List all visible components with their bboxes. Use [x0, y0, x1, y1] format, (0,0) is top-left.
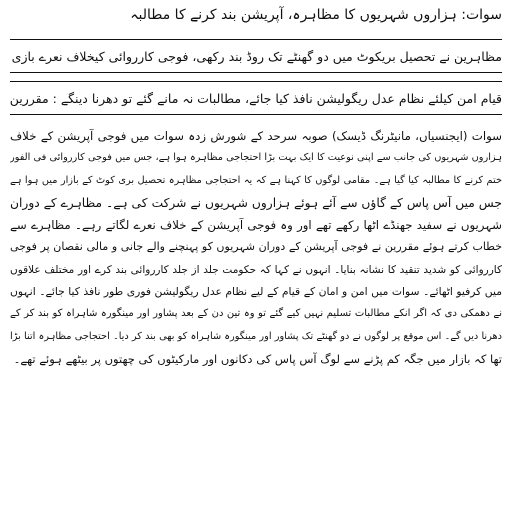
body-line: کارروائی کو شدید تنقید کا نشانہ بنایا۔ انہوں نے کہا کہ حکومت جلد از جلد کارروائی بند کرے اور مختلف علاقوں	[10, 263, 502, 276]
body-line: میں کرفیو اٹھائے۔ سوات میں امن و امان کے قیام کے لیے نظام عدل ریگولیشن فوری طور نافذ کیا جائے۔ انہوں	[10, 285, 502, 299]
body-line: شہریوں نے سفید جھنڈے اٹھا رکھے تھے اور وہ فوجی آپریشن کے خلاف نعرے لگاتے رہے۔ مظاہرے سے	[10, 218, 502, 233]
subheading-2: قیام امن کیلئے نظام عدل ریگولیشن نافذ کیا جائے، مطالبات نہ مانے گئے تو دھرنا دینگے : مقررین	[10, 91, 502, 106]
body-line: ختم کرنے کا مطالبہ کیا گیا ہے۔ مقامی لوگوں کا کہنا ہے کہ یہ احتجاجی مظاہرہ تحصیل بری کوٹ کے بازار میں ہوا ہے	[10, 174, 502, 186]
subheading-1: مظاہرین نے تحصیل بریکوٹ میں دو گھنٹے تک روڈ بند رکھی، فوجی کارروائی کیخلاف نعرے بازی	[11, 49, 502, 64]
body-line: دھرنا دیں گے۔ اس موقع پر لوگوں نے دو گھنٹے تک پشاور اور مینگورہ شاہراہ کو بھی بند کر دیا۔ احتجاجی مظاہرہ اتنا بڑا	[10, 330, 502, 342]
article-headline: سوات: ہزاروں شہریوں کا مظاہرہ، آپریشن بند کرنے کا مطالبہ	[130, 7, 502, 23]
body-line: ہزاروں شہریوں کی جانب سے اپنی نوعیت کا ایک بہت بڑا احتجاجی مظاہرہ ہوا ہے، جس میں فوجی کارروائی فی الفور	[10, 152, 502, 164]
body-line: سوات (ایجنسیاں، مانیٹرنگ ڈیسک) صوبہ سرحد کے شورش زدہ سوات میں فوجی آپریشن کے خلاف	[10, 129, 502, 143]
body-line: نے دھمکی دی کہ اگر انکے مطالبات تسلیم نہیں کیے گئے تو وہ تین دن کے بعد پشاور اور مینگورہ شاہراہ کو بند کر کے	[10, 308, 502, 320]
body-line: خطاب کرتے ہوئے مقررین نے فوجی آپریشن کے دوران شہریوں کو پہنچنے والے جانی و مالی نقصان پر فوجی	[10, 240, 502, 254]
subheading-box-1	[10, 39, 502, 73]
subheading-box-2	[10, 81, 502, 115]
body-line: جس میں آس پاس کے گاؤں سے آئے ہوئے ہزاروں شہریوں نے شرکت کی ہے۔ مظاہرے کے دوران	[10, 195, 502, 210]
body-line: تھا کہ بازار میں جگہ کم پڑنے سے لوگ آس پاس کی دکانوں اور مارکیٹوں کی چھتوں پر بیٹھے ہوئے تھے۔	[13, 351, 502, 366]
article-body	[10, 125, 502, 370]
